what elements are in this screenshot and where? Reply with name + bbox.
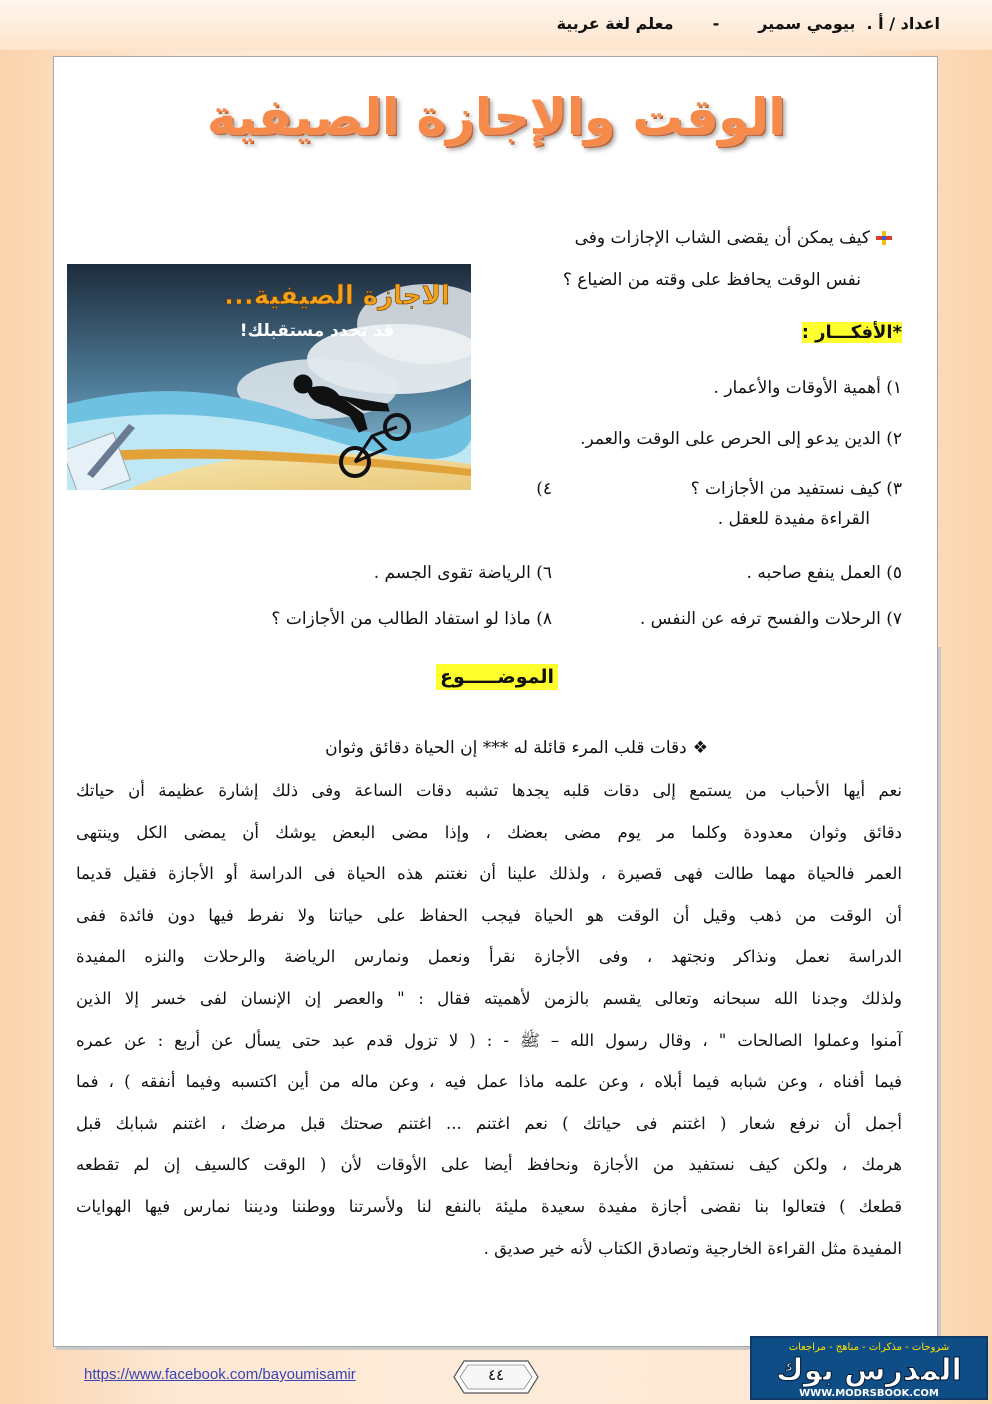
paragraph-line: أن الوقت من ذهب وقيل أن الوقت هو الحياة فيجب الحفاظ على حياتنا ولا نفرط فيها دون فائدة ففى: [76, 905, 902, 925]
page-header: [0, 0, 992, 50]
page-number: ٤٤: [487, 1366, 505, 1384]
logo-url: WWW.MODRSBOOK.COM: [799, 1388, 939, 1399]
site-logo: [750, 1336, 988, 1400]
author-credit: اعداد / أ . بيومي سمير - معلم لغة عربية: [556, 14, 940, 33]
illustration-svg: [67, 264, 471, 490]
paragraph-line: نعم أيها الأحباب من يستمع إلى دقات قلبه يجدها تشبه دقات الساعة وفى ذلك إشارة عظيمة أن حياتك: [76, 781, 902, 800]
logo-main: المدرس بوك: [776, 1353, 962, 1388]
paragraph-line: أجمل أن نرفع شعار ( اغتنم فى حياتك ) نعم اغتنم ... اغتنم صحتك قبل مرضك ، اغتنم شبابك قبل: [76, 1113, 902, 1133]
topic-heading: الموضـــــوع: [436, 666, 558, 688]
idea-item: ٧) الرحلات والفسح ترفه عن النفس .: [639, 609, 902, 629]
page-title: الوقت والإجازة الصيفية: [206, 88, 786, 146]
idea-item: ٦) الرياضة تقوى الجسم .: [373, 563, 552, 583]
topic-paragraph: [76, 770, 902, 1269]
paragraph-line: هرمك ، ولكن كيف نستفيد من الأجازة ونحافظ أيضا على الأوقات لأن ( الوقت كالسيف إن لم تقطعه: [76, 1155, 902, 1175]
idea-item: ١) أهمية الأوقات والأعمار .: [713, 378, 902, 398]
idea-item: القراءة مفيدة للعقل .: [717, 509, 870, 529]
bullet-star-icon: [876, 231, 892, 245]
paragraph-line: المفيدة مثل القراءة الخارجية وتصادق الكتاب لأنه خير صديق .: [483, 1238, 902, 1258]
paragraph-line: الدراسة نعمل ونذاكر ونجتهد ، وفى الأجازة نقرأ ونعمل ونمارس الرياضة والرحلات والنزه المفيدة: [76, 947, 902, 967]
paragraph-line: قطعك ) فتعالوا بنا نقضى أجازة مفيدة سعيدة مليئة بالنفع لنا ولأسرتنا ووطننا وديننا نمارس فيها الهوايات: [76, 1196, 902, 1216]
question-line-2: نفس الوقت يحافظ على وقته من الضياع ؟: [562, 270, 861, 290]
idea-item: ٤): [536, 479, 552, 499]
illustration-title: الاجازة الصيفية...: [224, 281, 450, 311]
paragraph-line: العمر فالحياة مهما طالت فهى قصيرة ، ولذلك علينا أن نغتنم هذه الحياة فى الدراسة أو الأجازة فقيل قديما: [76, 864, 902, 884]
idea-item: ٥) العمل ينفع صاحبه .: [746, 563, 902, 583]
paragraph-line: ولذلك وجدنا الله سبحانه وتعالى يقسم بالزمن لأهميته فقال : " والعصر إن الإنسان لفى خسر إلا الذين: [76, 988, 902, 1008]
verse-line: ❖دقات قلب المرء قائلة له *** إن الحياة دقائق وثوان: [325, 738, 708, 758]
paragraph-line: دقائق وثوان معدودة وكلما مر يوم مضى بعضك ، وإذا مضى البعض يوشك أن يمضى الكل وينتهى: [76, 822, 902, 842]
paragraph-line: فيما أفناه ، وعن شبابه فيما أبلاه ، وعن علمه ماذا عمل فيه ، وعن ماله من أين اكتسبه وفيما أنفقه ) ، فما: [76, 1072, 902, 1092]
idea-item: ٣) كيف نستفيد من الأجازات ؟: [690, 479, 902, 499]
paragraph-line: آمنوا وعملوا الصالحات " ، وقال رسول الله – ﷺ - : ( لا تزول قدم عبد حتى يسأل عن أربع : عن عمره: [76, 1030, 902, 1050]
facebook-link[interactable]: https://www.facebook.com/bayoumisamir: [84, 1366, 356, 1383]
logo-tagline: شروحات - مذكرات - مناهج - مراجعات: [788, 1342, 950, 1353]
idea-item: ٨) ماذا لو استفاد الطالب من الأجازات ؟: [271, 609, 552, 629]
summer-vacation-illustration: [67, 264, 471, 490]
diamond-bullet-icon: ❖: [692, 738, 708, 758]
illustration-subtitle: قد تحدد مستقبلك!: [239, 321, 395, 341]
question-line-1: كيف يمكن أن يقضى الشاب الإجازات وفى: [575, 228, 892, 248]
ideas-heading: *الأفكـــار :: [801, 322, 902, 343]
idea-item: ٢) الدين يدعو إلى الحرص على الوقت والعمر.: [580, 429, 902, 449]
